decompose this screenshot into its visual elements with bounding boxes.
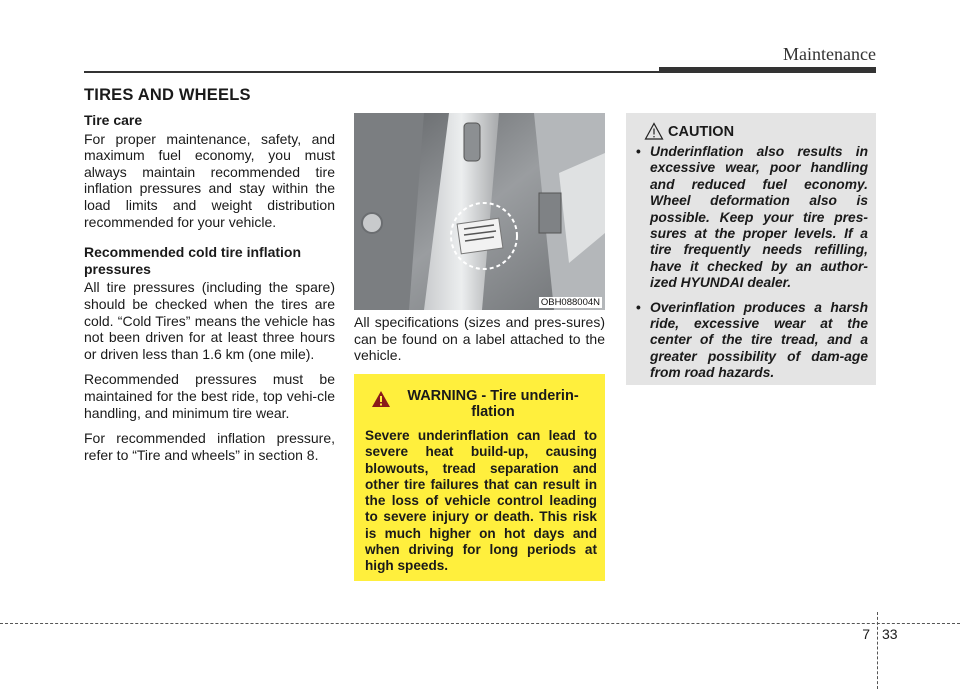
- cold-pressure-heading: Recommended cold tire inflation pressures: [84, 244, 302, 277]
- tire-care-paragraph: For proper maintenance, safety, and maximum fuel economy, you must always maintain recommended tire inflation pressures and stay within the load limits and weight distribution recommended for your vehicle.: [84, 130, 335, 230]
- left-column: [84, 112, 335, 472]
- cold-pressure-paragraph-2: Recommended pressures must be maintained for the best ride, top vehi-cle handling, and minimum tire wear.: [84, 371, 335, 421]
- caution-item-text: Underinflation also results in excessive wear, poor handling and reduced fuel economy. Wheel deformation also is possible. Keep your tire pres-sures at the proper levels. If a tire frequently needs refilling, have it checked by an author-ized HYUNDAI dealer.: [650, 144, 868, 291]
- header-rule: [84, 71, 659, 73]
- bullet-icon: •: [636, 299, 641, 315]
- bullet-icon: •: [636, 144, 641, 159]
- warning-triangle-icon: [371, 390, 391, 408]
- cold-pressure-paragraph-3: For recommended inflation pressure, refer to “Tire and wheels” in section 8.: [84, 430, 335, 463]
- caution-item: [634, 300, 868, 382]
- tire-label-photo: [354, 113, 605, 310]
- caution-header: [634, 122, 868, 142]
- caution-item: [634, 144, 868, 292]
- caution-item-text: Overinflation produces a harsh ride, excessive wear at the center of the tire tread, and a greater possibility of dam-age from road hazards.: [650, 299, 868, 381]
- specifications-paragraph: All specifications (sizes and pres-sures) can be found on a label attached to the vehicle.: [354, 314, 605, 364]
- cold-pressure-paragraph-1: All tire pressures (including the spare) should be checked when the tires are cold. “Cold Tires” means the vehicle has not been driven for at least three hours or driven less than 1.6 km (one mile).: [84, 279, 335, 362]
- running-header: Maintenance: [783, 44, 876, 64]
- warning-title: WARNING - Tire underin-flation: [407, 388, 579, 420]
- caution-box: [626, 113, 876, 385]
- page-number: 33: [882, 626, 898, 642]
- door-frame-illustration: [354, 113, 605, 310]
- warning-header: [365, 388, 597, 420]
- chapter-number: 7: [862, 626, 870, 642]
- warning-box: [354, 374, 605, 581]
- footer-rule: [0, 623, 960, 624]
- warning-body: Severe underinflation can lead to severe heat build-up, causing blowouts, tread separation and other tire failures that can result in the loss of vehicle control leading to severe injury or death. This risk is much higher on hot days and when driving for long periods at high speeds.: [365, 428, 597, 574]
- tire-care-heading: Tire care: [84, 112, 143, 128]
- photo-code: OBH088004N: [540, 297, 600, 308]
- caution-triangle-icon: [644, 122, 664, 140]
- section-title: TIRES AND WHEELS: [84, 86, 251, 104]
- footer-divider: [877, 612, 878, 689]
- header-rule-accent: [659, 67, 876, 73]
- caution-list: [634, 144, 868, 382]
- caution-title: CAUTION: [668, 124, 735, 140]
